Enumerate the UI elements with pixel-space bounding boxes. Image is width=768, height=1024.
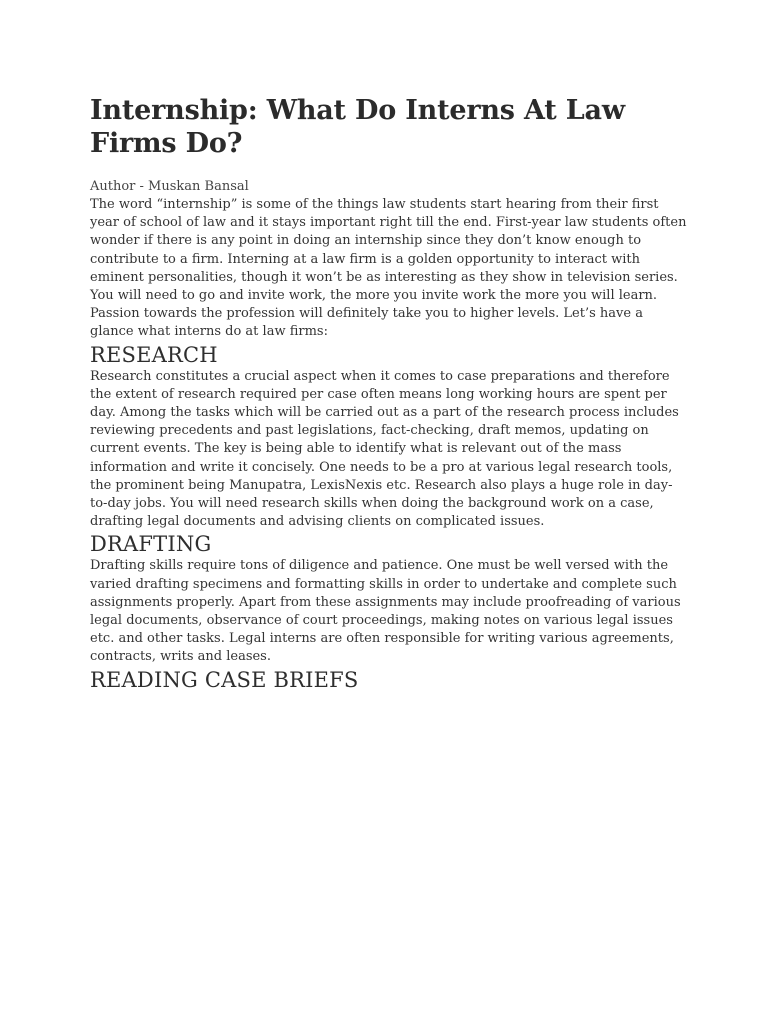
section-heading-research: RESEARCH [90,342,218,367]
section-body-research: Research constitutes a crucial aspect when it comes to case preparations and therefore the extent of research required per case often means long working hours are spent per day. Among the tasks which will be carried out as a part of the research process includes reviewing precedents and past legislations, fact-checking, draft memos, updating on current events. The key is being able to identify what is relevant out of the mass information and write it concisely. One needs to be a pro at various legal research tools, the prominent being Manupatra, LexisNexis etc. Research also plays a huge role in day-to-day jobs. You will need research skills when doing the background work on a case, drafting legal documents and advising clients on complicated issues. [90,368,679,530]
document-page [90,94,688,693]
intro-paragraph: The word “internship” is some of the things law students start hearing from their first year of school of law and it stays important right till the end. First-year law students often wonder if there is any point in doing an internship since they don’t know enough to contribute to a firm. Interning at a law firm is a golden opportunity to interact with eminent personalities, though it won’t be as interesting as they show in television series. You will need to go and invite work, the more you invite work the more you will learn. Passion towards the profession will definitely take you to higher levels. Let’s have a glance what interns do at law firms: [90,197,687,340]
article-title: Internship: What Do Interns At Law Firms Do? [90,95,625,159]
section-heading-drafting: DRAFTING [90,532,212,557]
article-author: Author - Muskan Bansal [90,179,249,194]
section-body-drafting: Drafting skills require tons of diligence and patience. One must be well versed with the varied drafting specimens and formatting skills in order to undertake and complete such assignments properly. Apart from these assignments may include proofreading of various legal documents, observance of court proceedings, making notes on various legal issues etc. and other tasks. Legal interns are often responsible for writing various agreements, contracts, writs and leases. [90,558,681,665]
section-heading-reading-case-briefs: READING CASE BRIEFS [90,667,359,692]
